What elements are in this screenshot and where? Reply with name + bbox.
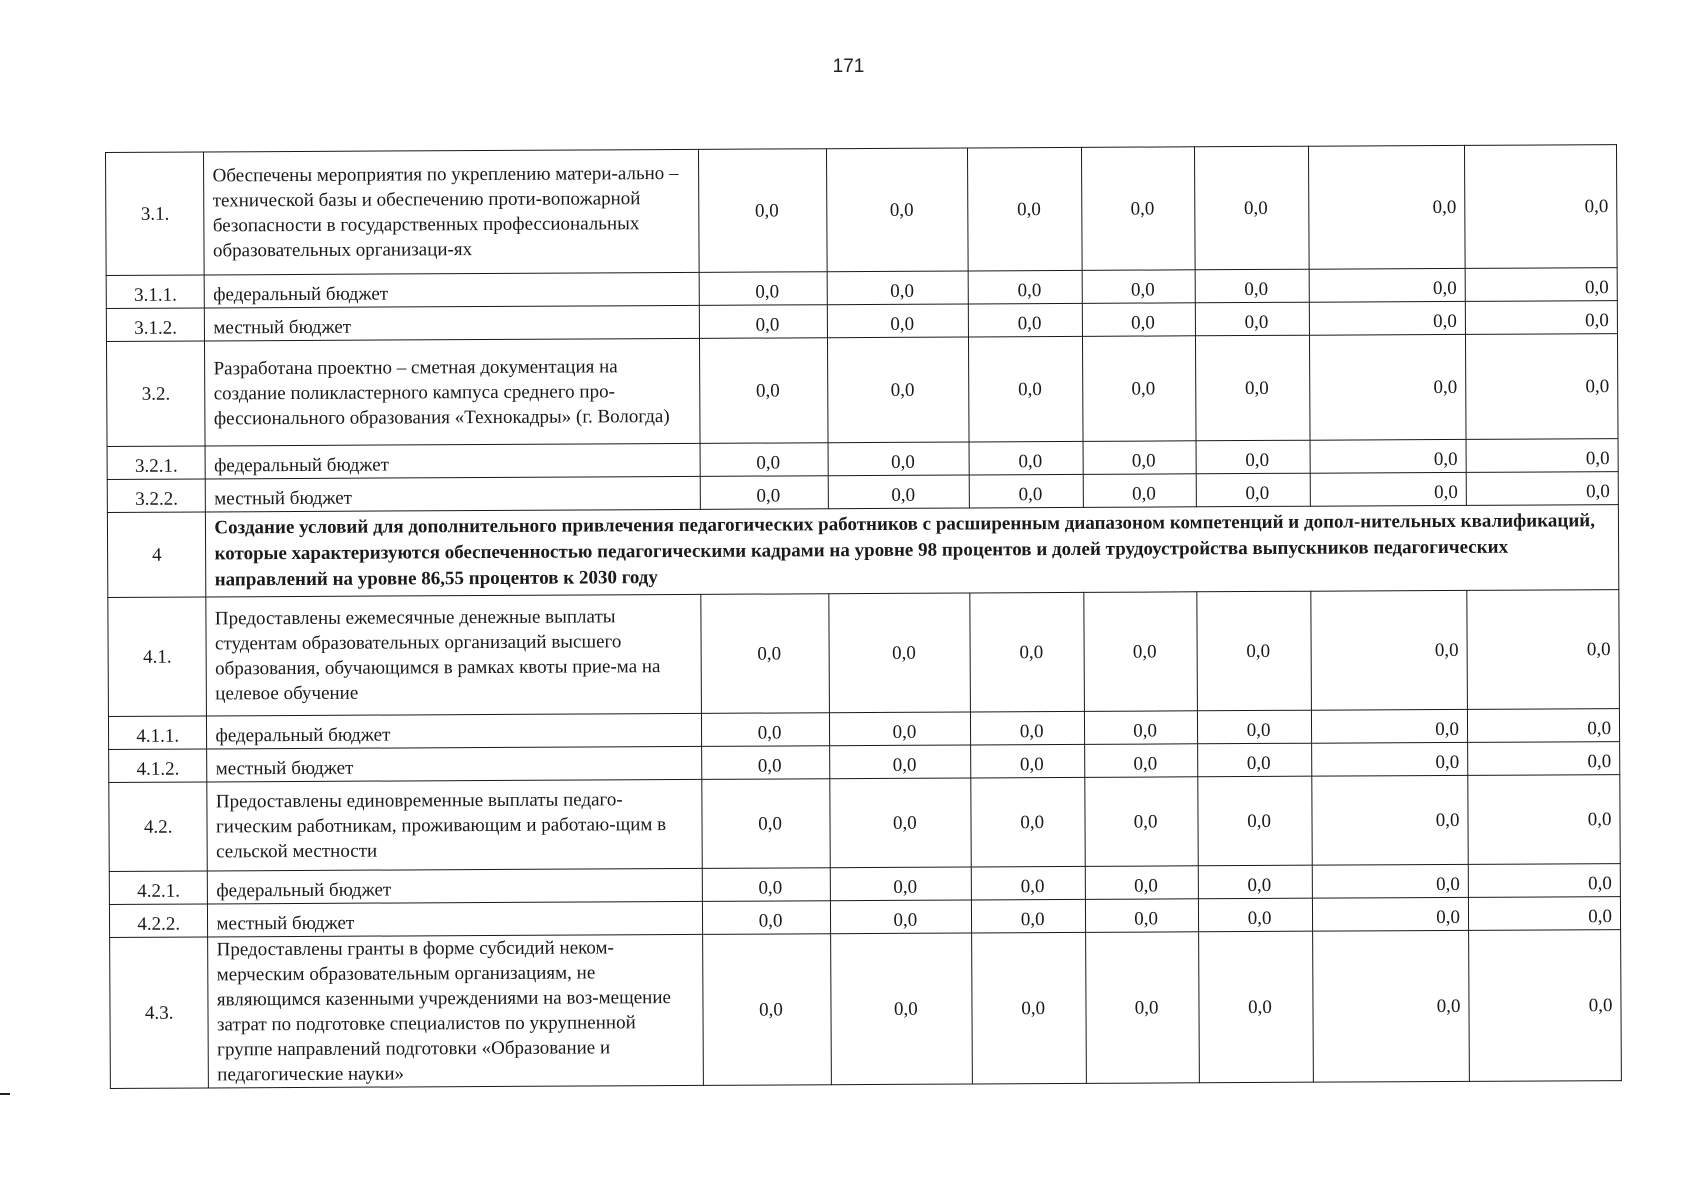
value-cell: 0,0 [1309, 268, 1465, 302]
value-cell: 0,0 [1083, 441, 1197, 475]
value-cell: 0,0 [827, 271, 968, 305]
value-cell: 0,0 [1312, 897, 1468, 931]
row-number: 3.2.2. [107, 479, 206, 513]
value-cell: 0,0 [1468, 864, 1620, 898]
value-cell: 0,0 [698, 149, 827, 273]
value-cell: 0,0 [1465, 268, 1617, 302]
row-number: 3.1.2. [106, 308, 205, 342]
value-cell: 0,0 [1199, 931, 1313, 1083]
value-cell: 0,0 [1467, 590, 1620, 710]
value-cell: 0,0 [702, 901, 831, 935]
value-cell: 0,0 [1469, 930, 1622, 1082]
value-cell: 0,0 [828, 337, 970, 443]
value-cell: 0,0 [831, 933, 973, 1085]
value-cell: 0,0 [1196, 302, 1310, 336]
value-cell: 0,0 [1199, 898, 1313, 932]
row-number: 3.1. [106, 152, 205, 276]
value-cell: 0,0 [699, 305, 828, 339]
value-cell: 0,0 [1085, 899, 1199, 933]
budget-source: местный бюджет [206, 476, 701, 512]
table-row [108, 590, 1620, 717]
budget-source: федеральный бюджет [205, 443, 700, 479]
value-cell: 0,0 [968, 147, 1082, 271]
value-cell: 0,0 [1309, 301, 1465, 335]
value-cell: 0,0 [1464, 145, 1617, 269]
value-cell: 0,0 [830, 778, 972, 868]
row-number: 4.1.1. [108, 716, 207, 750]
budget-source: местный бюджет [207, 746, 702, 782]
value-cell: 0,0 [969, 336, 1083, 442]
section-title: Создание условий для дополнительного привлечения педагогических работников с расширенным диапазоном компетенций и допол-нительных квалификаций, которые характеризуются обеспеченностью педагогическими кадрами на уровне 98 процентов и долей трудоустройства выпускников педагогических направлений на уровне 86,55 процентов к 2030 году [206, 505, 1619, 597]
value-cell: 0,0 [831, 900, 972, 934]
value-cell: 0,0 [1465, 301, 1617, 335]
value-cell: 0,0 [972, 899, 1086, 933]
value-cell: 0,0 [830, 745, 971, 779]
value-cell: 0,0 [702, 868, 831, 902]
value-cell: 0,0 [1198, 776, 1312, 866]
value-cell: 0,0 [1197, 591, 1311, 711]
value-cell: 0,0 [1466, 439, 1618, 473]
activity-description: Обеспечены мероприятия по укреплению матери-ально – технической базы и обеспечению проти-вопожарной безопасности в государственных профессиональных образовательных организаци-ях [204, 149, 699, 275]
value-cell: 0,0 [701, 746, 830, 780]
budget-source: местный бюджет [208, 901, 703, 937]
value-cell: 0,0 [972, 932, 1086, 1084]
budget-table [105, 144, 1622, 1089]
value-cell: 0,0 [1081, 147, 1195, 271]
value-cell: 0,0 [1084, 711, 1198, 745]
value-cell: 0,0 [1082, 303, 1196, 337]
value-cell: 0,0 [1311, 742, 1467, 776]
table-row [110, 930, 1622, 1089]
value-cell: 0,0 [1196, 335, 1310, 441]
row-number: 4.3. [110, 937, 209, 1089]
value-cell: 0,0 [827, 148, 969, 272]
value-cell: 0,0 [1312, 864, 1468, 898]
row-number: 3.1.1. [106, 275, 205, 309]
value-cell: 0,0 [1468, 775, 1620, 865]
value-cell: 0,0 [1195, 269, 1309, 303]
value-cell: 0,0 [1467, 709, 1619, 743]
activity-description: Предоставлены гранты в форме субсидий неком-мерческим образовательным организациям, не являющимся казенными учреждениями на воз-мещение затрат по подготовке специалистов по укрупненной группе направлений подготовки «Образование и педагогические науки» [208, 934, 703, 1088]
value-cell: 0,0 [701, 594, 830, 714]
margin-mark [0, 1093, 10, 1095]
value-cell: 0,0 [1308, 145, 1465, 269]
row-number: 3.2.1. [107, 446, 206, 480]
row-number: 4.2.2. [109, 904, 208, 938]
row-number: 4.1.2. [109, 749, 208, 783]
value-cell: 0,0 [700, 476, 829, 510]
value-cell: 0,0 [1466, 472, 1618, 506]
value-cell: 0,0 [1196, 440, 1310, 474]
budget-source: федеральный бюджет [207, 713, 702, 749]
value-cell: 0,0 [971, 744, 1085, 778]
value-cell: 0,0 [1309, 334, 1466, 440]
value-cell: 0,0 [1198, 710, 1312, 744]
value-cell: 0,0 [1082, 336, 1196, 442]
budget-table-sheet [105, 144, 1622, 1089]
value-cell: 0,0 [702, 934, 831, 1086]
value-cell: 0,0 [699, 272, 828, 306]
value-cell: 0,0 [1197, 473, 1311, 507]
value-cell: 0,0 [1311, 709, 1467, 743]
value-cell: 0,0 [1082, 270, 1196, 304]
value-cell: 0,0 [1083, 474, 1197, 508]
value-cell: 0,0 [1468, 742, 1620, 776]
activity-description: Разработана проектно – сметная документация на создание поликластерного кампуса среднего про-фессионального образования «Технокадры» (г. Вологда) [205, 338, 700, 446]
value-cell: 0,0 [828, 442, 969, 476]
value-cell: 0,0 [970, 592, 1084, 712]
value-cell: 0,0 [1085, 866, 1199, 900]
value-cell: 0,0 [1310, 472, 1466, 506]
value-cell: 0,0 [829, 593, 971, 713]
value-cell: 0,0 [1086, 932, 1200, 1084]
value-cell: 0,0 [1198, 743, 1312, 777]
budget-source: федеральный бюджет [205, 272, 700, 308]
value-cell: 0,0 [699, 338, 828, 444]
value-cell: 0,0 [828, 475, 969, 509]
value-cell: 0,0 [970, 474, 1084, 508]
value-cell: 0,0 [1465, 334, 1618, 440]
activity-description: Предоставлены единовременные выплаты педаго-гическим работникам, проживающим и работаю-щим в сельской местности [207, 779, 702, 871]
page-number: 171 [832, 56, 865, 77]
table-row [106, 334, 1618, 447]
value-cell: 0,0 [971, 711, 1085, 745]
value-cell: 0,0 [1195, 146, 1309, 270]
table-row [106, 145, 1618, 276]
value-cell: 0,0 [828, 304, 969, 338]
value-cell: 0,0 [972, 866, 1086, 900]
value-cell: 0,0 [1310, 439, 1466, 473]
table-row [109, 775, 1620, 872]
value-cell: 0,0 [969, 270, 1083, 304]
row-number: 3.2. [106, 341, 205, 447]
value-cell: 0,0 [1311, 590, 1468, 710]
activity-description: Предоставлены ежемесячные денежные выплаты студентам образовательных организаций высшего образования, обучающимся в рамках квоты прие-ма на целевое обучение [206, 594, 701, 716]
value-cell: 0,0 [830, 867, 971, 901]
value-cell: 0,0 [701, 713, 830, 747]
value-cell: 0,0 [971, 777, 1085, 867]
value-cell: 0,0 [1199, 865, 1313, 899]
value-cell: 0,0 [1468, 897, 1620, 931]
value-cell: 0,0 [702, 779, 831, 869]
row-number: 4.2. [109, 782, 208, 872]
row-number: 4 [107, 512, 206, 598]
row-number: 4.2.1. [109, 871, 208, 905]
section-row [107, 505, 1618, 598]
row-number: 4.1. [108, 597, 207, 717]
value-cell: 0,0 [1312, 930, 1469, 1082]
value-cell: 0,0 [1085, 744, 1199, 778]
value-cell: 0,0 [970, 441, 1084, 475]
value-cell: 0,0 [830, 712, 971, 746]
value-cell: 0,0 [1084, 592, 1198, 712]
value-cell: 0,0 [1312, 775, 1469, 865]
table-body [106, 145, 1622, 1089]
value-cell: 0,0 [700, 443, 829, 477]
value-cell: 0,0 [1085, 777, 1199, 867]
budget-source: федеральный бюджет [208, 868, 703, 904]
budget-source: местный бюджет [205, 305, 700, 341]
value-cell: 0,0 [969, 303, 1083, 337]
